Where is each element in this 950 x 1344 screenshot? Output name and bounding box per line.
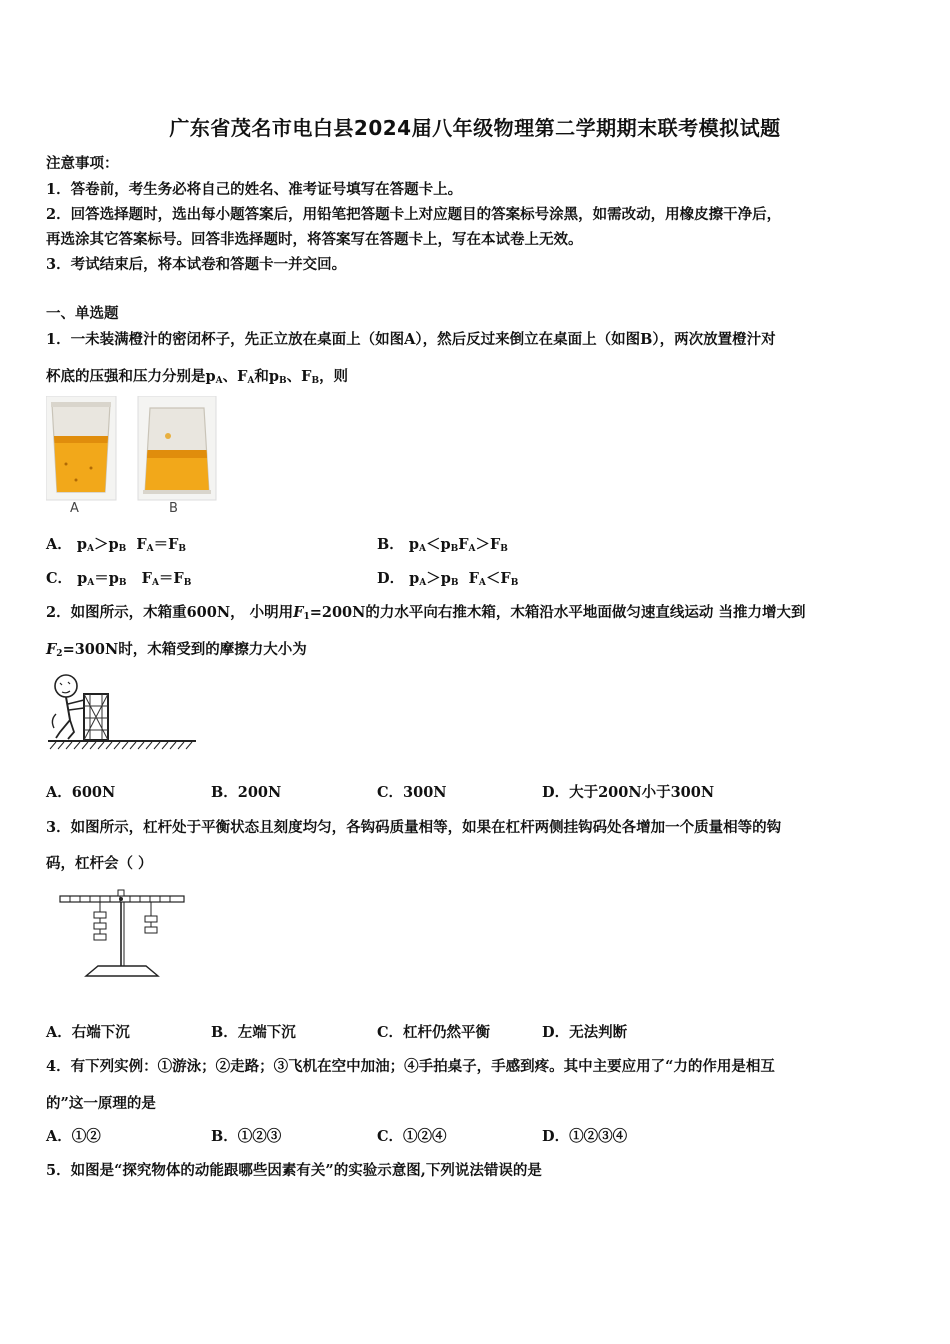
notice-item-3: 3．考试结束后，将本试卷和答题卡一并交回。 xyxy=(46,256,347,273)
q1-option-d[interactable]: D． $p_A>p_B$ $F_A<F_B$ xyxy=(377,570,519,588)
q1-stem-line1: 1．一未装满橙汁的密闭杯子，先正立放在桌面上（如图A），然后反过来倒立在桌面上（如图B），两次放置橙汁对 xyxy=(46,331,776,348)
q3-option-a[interactable]: A．右端下沉 xyxy=(46,1024,130,1041)
section-heading: 一、单选题 xyxy=(46,305,119,322)
q1-option-c[interactable]: C． $p_A=p_B$ $F_A=F_B$ xyxy=(46,570,192,588)
cup-a-label: A xyxy=(70,501,79,516)
q2-push-box-figure xyxy=(46,670,198,752)
q3-stem-line2: 码，杠杆会（ ） xyxy=(46,855,153,872)
cup-a-image xyxy=(46,396,116,500)
q4-stem-line2: 的”这一原理的是 xyxy=(46,1095,156,1112)
q2-option-a[interactable]: A．600N xyxy=(46,784,116,801)
q3-stem-line1: 3．如图所示，杠杆处于平衡状态且刻度均匀，各钩码质量相等，如果在杠杆两侧挂钩码处各增加一个质量相等的钩 xyxy=(46,819,782,836)
q1-cups-figure xyxy=(46,396,218,516)
q1-option-b[interactable]: B． $p_A<p_BF_A>F_B$ xyxy=(377,536,508,554)
q3-lever-figure xyxy=(56,886,188,982)
notice-heading: 注意事项： xyxy=(46,155,119,172)
page-title: 广东省茂名市电白县2024届八年级物理第二学期期末联考模拟试题 xyxy=(169,116,781,140)
q4-stem-line1: 4．有下列实例：①游泳；②走路；③飞机在空中加油；④手拍桌子，手感到疼。其中主要应用了“力的作用是相互 xyxy=(46,1058,775,1075)
q4-option-b[interactable]: B．①②③ xyxy=(211,1128,282,1145)
q4-option-a[interactable]: A．①② xyxy=(46,1128,101,1145)
q2-stem-line2: $F_2=300N$时，木箱受到的摩擦力大小为 xyxy=(46,641,307,659)
q2-stem-line1: 2．如图所示，木箱重600N， 小明用$F_1=200N$的力水平向右推木箱，木箱沿水平地面做匀速直线运动 当推力增大到 xyxy=(46,604,806,622)
q3-option-c[interactable]: C．杠杆仍然平衡 xyxy=(377,1024,491,1041)
notice-item-2a: 2．回答选择题时，选出每小题答案后，用铅笔把答题卡上对应题目的答案标号涂黑，如需改动，用橡皮擦干净后， xyxy=(46,206,782,223)
q2-option-d[interactable]: D．大于200N小于300N xyxy=(542,784,715,801)
q3-option-b[interactable]: B．左端下沉 xyxy=(211,1024,296,1041)
q4-option-d[interactable]: D．①②③④ xyxy=(542,1128,628,1145)
q1-option-a[interactable]: A． $p_A>p_B$ $F_A=F_B$ xyxy=(46,536,186,554)
q2-option-b[interactable]: B．200N xyxy=(211,784,282,801)
notice-item-1: 1．答卷前，考生务必将自己的姓名、准考证号填写在答题卡上。 xyxy=(46,181,463,198)
q1-stem-line2: 杯底的压强和压力分别是$p_A$、$F_A$和$p_B$、$F_B$，则 xyxy=(46,368,349,386)
cup-b-image xyxy=(138,396,216,500)
q5-stem-line1: 5．如图是“探究物体的动能跟哪些因素有关”的实验示意图,下列说法错误的是 xyxy=(46,1162,542,1179)
q3-option-d[interactable]: D．无法判断 xyxy=(542,1024,628,1041)
notice-item-2b: 再选涂其它答案标号。回答非选择题时，将答案写在答题卡上，写在本试卷上无效。 xyxy=(46,231,583,248)
cup-b-label: B xyxy=(169,501,178,516)
q4-option-c[interactable]: C．①②④ xyxy=(377,1128,447,1145)
q2-option-c[interactable]: C．300N xyxy=(377,784,447,801)
